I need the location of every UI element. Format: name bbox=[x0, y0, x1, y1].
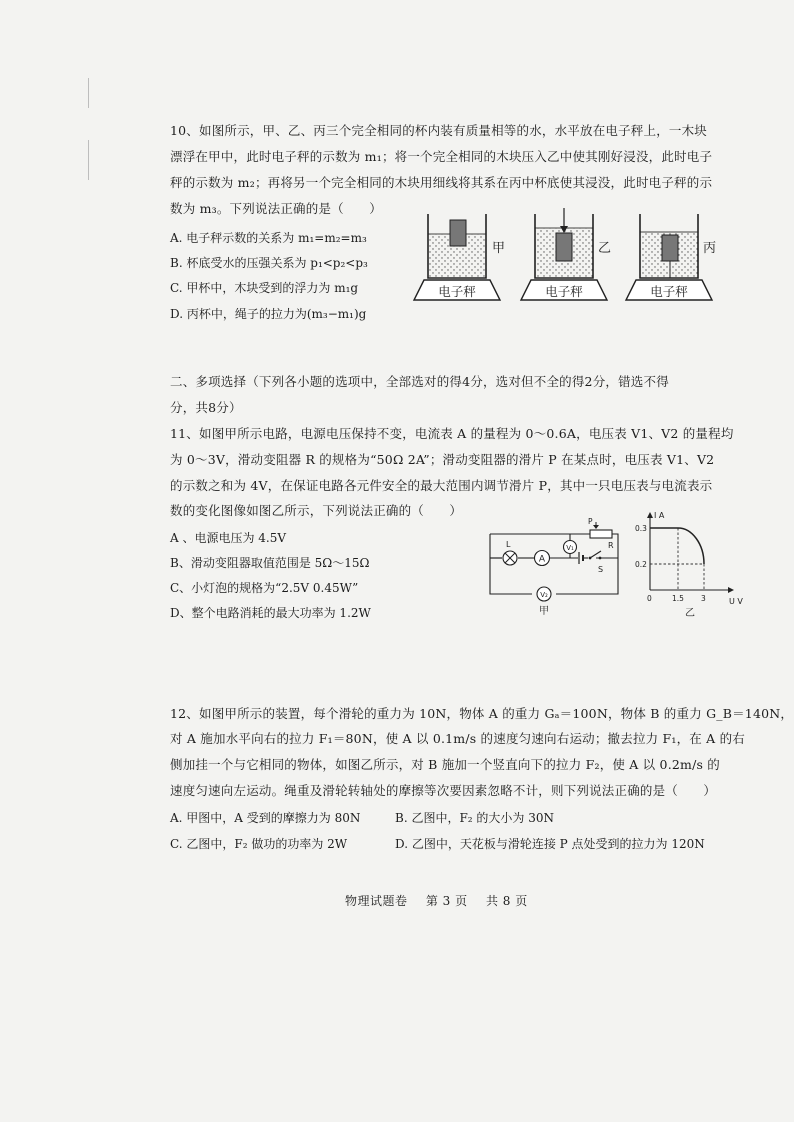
rheostat-label: R bbox=[608, 541, 614, 550]
page-footer bbox=[345, 892, 542, 909]
battery-symbol bbox=[579, 552, 583, 564]
q11-option-c: C、小灯泡的规格为“2.5V 0.45W” bbox=[170, 581, 359, 595]
footer-title: 物理试题卷 bbox=[345, 894, 408, 908]
ammeter-label: A bbox=[538, 554, 546, 565]
q11-line-2: 为 0～3V，滑动变阻器 R 的规格为“50Ω 2A”；滑动变阻器的滑片 P 在某点时，电压表 V1、V2 bbox=[170, 452, 715, 467]
wood-block bbox=[556, 233, 572, 261]
q10-option-c: C. 甲杯中，木块受到的浮力为 m₁g bbox=[170, 281, 359, 295]
scale-label-yi: 电子秤 bbox=[545, 284, 583, 299]
voltmeter-v2-symbol bbox=[537, 587, 551, 601]
graph-xtick-1-5: 1.5 bbox=[672, 594, 684, 603]
q10-option-b: B. 杯底受水的压强关系为 p₁<p₂<p₃ bbox=[170, 256, 368, 270]
cup-label-yi: 乙 bbox=[598, 241, 612, 256]
lamp-symbol bbox=[503, 540, 517, 565]
scale-label-jia: 电子秤 bbox=[438, 284, 476, 299]
graph-xlabel: U V bbox=[729, 597, 743, 606]
q10-option-d: D. 丙杯中，绳子的拉力为(m₃−m₁)g bbox=[170, 307, 367, 321]
scale-label-bing: 电子秤 bbox=[650, 284, 688, 299]
q12-option-b: B. 乙图中，F₂ 的大小为 30N bbox=[395, 811, 554, 825]
q10-line-3: 秤的示数为 m₂；再将另一个完全相同的木块用细线将其系在丙中杯底使其浸没，此时电子秤的示 bbox=[170, 175, 713, 190]
q12-option-a: A. 甲图中，A 受到的摩擦力为 80N bbox=[170, 811, 361, 825]
binding-mark bbox=[88, 78, 89, 108]
section-2-line-1: 二、多项选择（下列各小题的选项中，全部选对的得4分，选对但不全的得2分，错选不得 bbox=[170, 374, 669, 389]
cup-yi bbox=[521, 208, 611, 300]
graph-ylabel: I A bbox=[654, 511, 665, 520]
cup-label-bing: 丙 bbox=[703, 241, 717, 256]
q11-option-a: A 、电源电压为 4.5V bbox=[170, 531, 287, 545]
q12-line-2: 对 A 施加水平向右的拉力 F₁＝80N，使 A 以 0.1m/s 的速度匀速向右运动；撤去拉力 F₁，在 A 的右 bbox=[170, 731, 745, 746]
q10-line-4: 数为 m₃。下列说法正确的是（ ） bbox=[170, 201, 382, 216]
q12-line-4: 速度匀速向左运动。绳重及滑轮转轴处的摩擦等次要因素忽略不计，则下列说法正确的是（ ） bbox=[170, 783, 717, 798]
q10-option-a: A. 电子秤示数的关系为 m₁=m₂=m₃ bbox=[170, 231, 367, 245]
q11-circuit-figure bbox=[484, 514, 630, 618]
voltmeter-v2-label: V₂ bbox=[540, 591, 548, 599]
wood-block bbox=[662, 235, 678, 261]
cup-jia bbox=[414, 214, 505, 300]
wood-block bbox=[450, 220, 466, 246]
binding-mark bbox=[88, 140, 89, 180]
switch-symbol bbox=[589, 551, 603, 574]
section-2-line-2: 分，共8分） bbox=[170, 400, 242, 415]
q11-line-1: 11、如图甲所示电路，电源电压保持不变，电流表 A 的量程为 0～0.6A，电压表 V1、V2 的量程均 bbox=[170, 426, 734, 441]
q12-option-c: C. 乙图中，F₂ 做功的功率为 2W bbox=[170, 837, 348, 851]
voltmeter-v1-label: V₁ bbox=[566, 544, 574, 552]
q11-option-d: D、整个电路消耗的最大功率为 1.2W bbox=[170, 606, 371, 620]
voltmeter-v1-symbol bbox=[564, 541, 577, 554]
ammeter-symbol bbox=[535, 551, 550, 566]
graph-ytick-0-3: 0.3 bbox=[635, 524, 647, 533]
footer-total-pages: 共 8 页 bbox=[485, 894, 528, 908]
q10-line-1: 10、如图所示，甲、乙、丙三个完全相同的杯内装有质量相等的水，水平放在电子秤上，一木块 bbox=[170, 123, 708, 138]
q12-option-d: D. 乙图中，天花板与滑轮连接 P 点处受到的拉力为 120N bbox=[395, 837, 705, 851]
rheostat-symbol bbox=[588, 517, 614, 550]
switch-label: S bbox=[598, 565, 604, 574]
graph-xtick-0: 0 bbox=[647, 594, 652, 603]
q11-option-b: B、滑动变阻器取值范围是 5Ω～15Ω bbox=[170, 556, 370, 570]
graph-xtick-3: 3 bbox=[701, 594, 706, 603]
cup-label-jia: 甲 bbox=[492, 241, 506, 256]
slider-label: P bbox=[588, 517, 593, 526]
footer-page-number: 第 3 页 bbox=[425, 894, 468, 908]
graph-curve bbox=[650, 528, 704, 564]
lamp-label: L bbox=[506, 540, 511, 549]
graph-caption: 乙 bbox=[685, 608, 695, 619]
q11-graph-figure bbox=[632, 508, 744, 620]
graph-ytick-0-2: 0.2 bbox=[635, 560, 647, 569]
q10-line-2: 漂浮在甲中，此时电子秤的示数为 m₁；将一个完全相同的木块压入乙中使其刚好浸没，此时电子 bbox=[170, 149, 713, 164]
q10-cups-figure bbox=[410, 208, 722, 304]
circuit-caption: 甲 bbox=[539, 606, 549, 617]
q12-line-1: 12、如图甲所示的装置，每个滑轮的重力为 10N，物体 A 的重力 Gₐ＝100N，物体 B 的重力 G_B＝140N， bbox=[170, 706, 794, 721]
cup-bing bbox=[626, 214, 716, 300]
q12-line-3: 侧加挂一个与它相同的物体，如图乙所示，对 B 施加一个竖直向下的拉力 F₂，使 A 以 0.2m/s 的 bbox=[170, 757, 720, 772]
q11-line-3: 的示数之和为 4V，在保证电路各元件安全的最大范围内调节滑片 P，其中一只电压表与电流表示 bbox=[170, 478, 713, 493]
q11-line-4: 数的变化图像如图乙所示，下列说法正确的（ ） bbox=[170, 503, 463, 518]
